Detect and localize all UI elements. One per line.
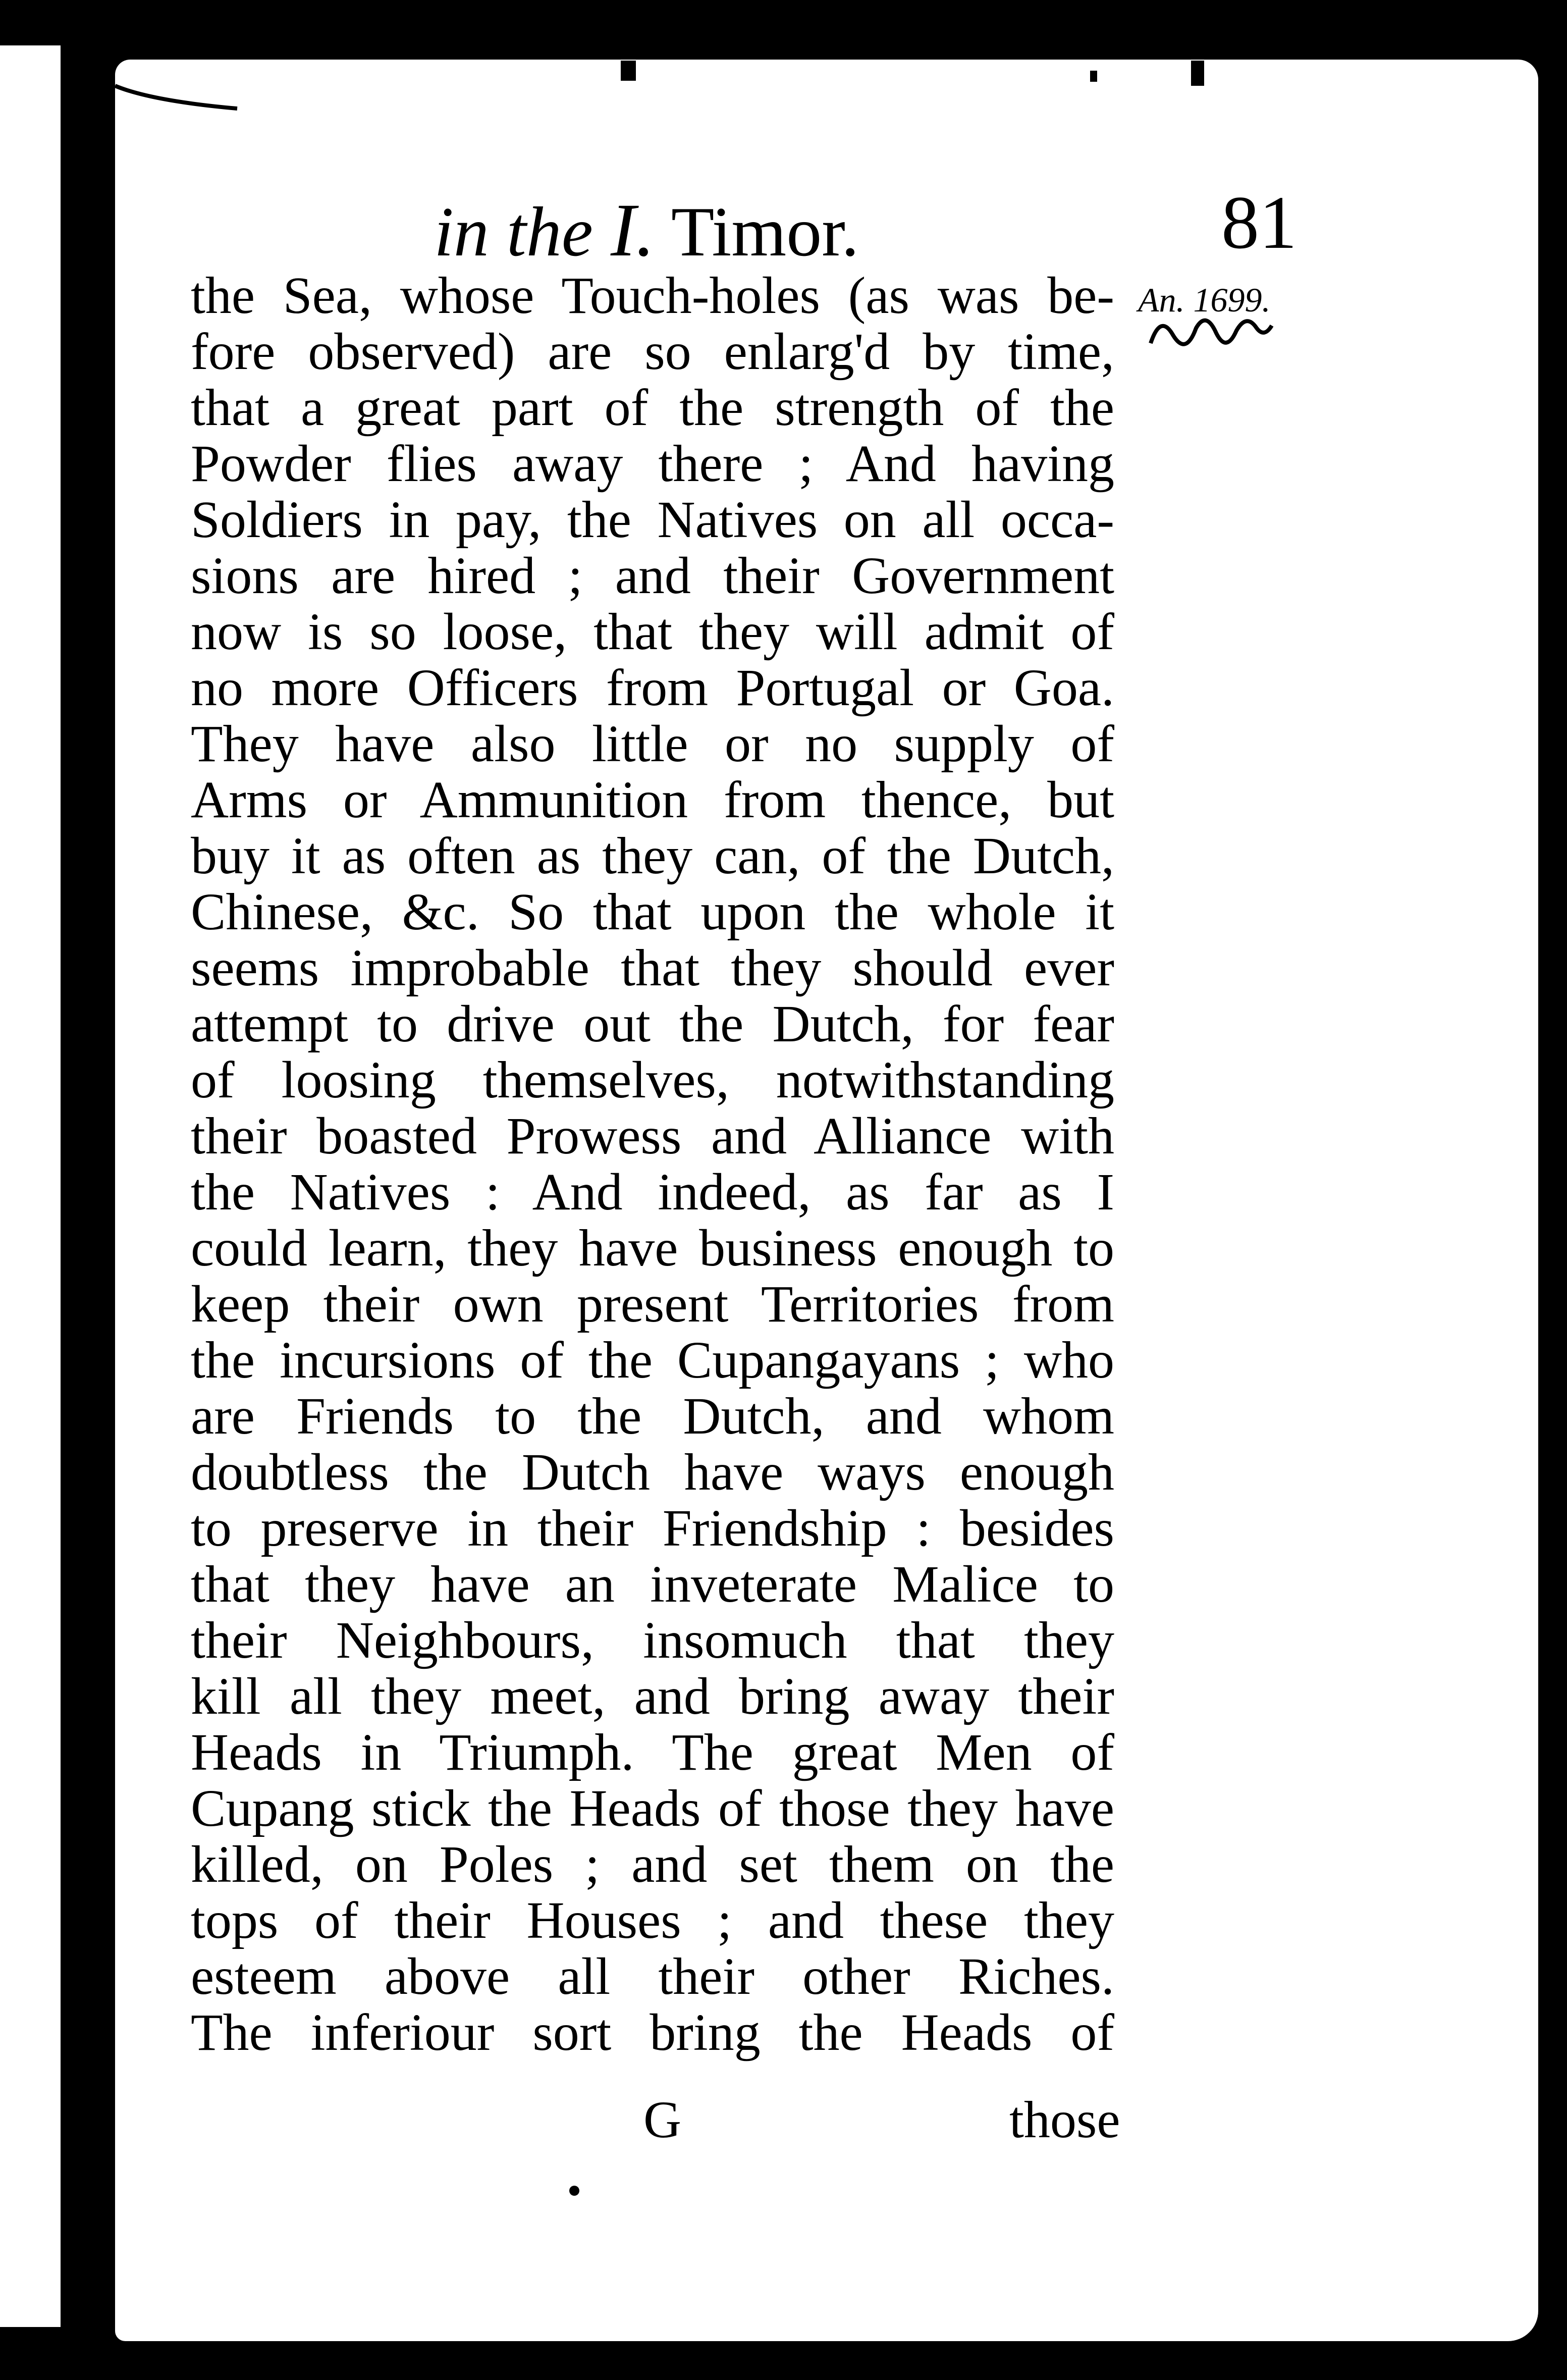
text-line: could learn, they have business enough to: [191, 1219, 1114, 1277]
text-line: that they have an inveterate Malice to: [191, 1555, 1114, 1613]
text-line: Soldiers in pay, the Natives on all occa-: [191, 491, 1114, 549]
text-line: that a great part of the strength of the: [191, 379, 1114, 437]
running-title-letter: I.: [610, 188, 655, 272]
text-line: no more Officers from Portugal or Goa.: [191, 659, 1114, 717]
running-title-place: Timor.: [671, 193, 859, 271]
text-line: of loosing themselves, notwithstanding: [191, 1051, 1114, 1109]
page-number: 81: [1221, 181, 1297, 265]
text-line: Powder flies away there ; And having: [191, 435, 1114, 493]
text-line: kill all they meet, and bring away their: [191, 1667, 1114, 1725]
ink-speck: [569, 2186, 579, 2196]
running-header: [434, 187, 859, 274]
text-line: Heads in Triumph. The great Men of: [191, 1723, 1114, 1781]
text-line: the incursions of the Cupangayans ; who: [191, 1331, 1114, 1389]
text-line: their Neighbours, insomuch that they: [191, 1611, 1114, 1669]
text-line: They have also little or no supply of: [191, 715, 1114, 773]
text-line: doubtless the Dutch have ways enough: [191, 1443, 1114, 1501]
top-edge-marks: [0, 0, 1567, 116]
text-line: The inferiour sort bring the Heads of: [191, 2003, 1114, 2061]
text-line: keep their own present Territories from: [191, 1275, 1114, 1333]
body-text: [191, 268, 1114, 2060]
scan-left-paper-strip: [0, 45, 61, 2327]
flourish-ornament: [1146, 308, 1277, 353]
text-line: attempt to drive out the Dutch, for fear: [191, 995, 1114, 1053]
text-line: their boasted Prowess and Alliance with: [191, 1107, 1114, 1165]
text-line: Chinese, &c. So that upon the whole it: [191, 883, 1114, 941]
margin-date-note: An. 1699.: [1138, 281, 1271, 319]
text-line: esteem above all their other Riches.: [191, 1947, 1114, 2005]
text-line: to preserve in their Friendship : besides: [191, 1499, 1114, 1557]
text-line: now is so loose, that they will admit of: [191, 603, 1114, 661]
text-line: the Natives : And indeed, as far as I: [191, 1163, 1114, 1221]
signature-mark: G: [643, 2091, 682, 2149]
text-line: are Friends to the Dutch, and whom: [191, 1387, 1114, 1445]
text-line: sions are hired ; and their Government: [191, 547, 1114, 605]
text-line: fore observed) are so enlarg'd by time,: [191, 323, 1114, 381]
text-line: buy it as often as they can, of the Dutch,: [191, 827, 1114, 885]
text-line: Cupang stick the Heads of those they have: [191, 1779, 1114, 1837]
running-title-prefix: in the: [434, 193, 593, 271]
text-line: killed, on Poles ; and set them on the: [191, 1835, 1114, 1893]
text-line: seems improbable that they should ever: [191, 939, 1114, 997]
text-line: tops of their Houses ; and these they: [191, 1891, 1114, 1949]
text-line: Arms or Ammunition from thence, but: [191, 771, 1114, 829]
text-line: the Sea, whose Touch-holes (as was be-: [191, 267, 1114, 325]
catchword: those: [1009, 2091, 1120, 2149]
